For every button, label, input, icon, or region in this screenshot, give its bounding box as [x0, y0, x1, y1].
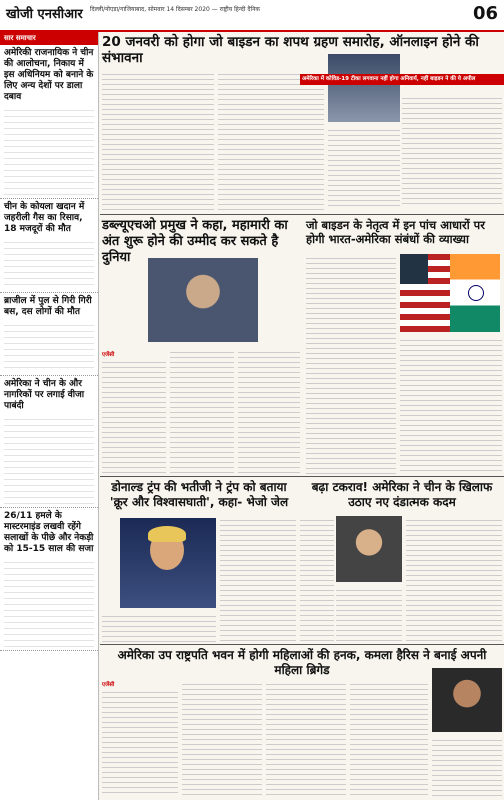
brief-title: अमेरिकी राजनायिक ने चीन की आलोचना, निकाय में इस अधिनियम को बनाने के लिए अन्य देशों पर डाला दबाव	[4, 48, 94, 102]
article-body	[432, 736, 502, 796]
us-india-flags-image	[400, 254, 500, 332]
article-body	[220, 516, 296, 642]
article-body	[350, 680, 428, 796]
headline-kamala-harris: अमेरिका उप राष्ट्रपति भवन में होगी महिलाओं की हनक, कमला हैरिस ने बनाई अपनी महिला ब्रिगेड	[117, 648, 487, 677]
article-body	[402, 94, 502, 208]
article-body	[266, 680, 346, 796]
who-chief-photo	[148, 258, 258, 342]
headline-trump-niece: डोनाल्ड ट्रंप की भतीजी ने ट्रंप को बताया 'क्रूर और विश्वासघाती', कहा- भेजो जेल	[109, 480, 289, 509]
article-body	[406, 516, 502, 642]
headline-biden-oath: 20 जनवरी को होगा जो बाइडन का शपथ ग्रहण समारोह, ऑनलाइन होने की संभावना	[102, 34, 479, 66]
brief-item	[0, 45, 98, 199]
byline: एजेंसी	[102, 682, 115, 688]
brief-item	[0, 508, 98, 651]
brief-title: ब्राजील में पुल से गिरी गिरी बस, दस लोगों की मौत	[4, 296, 92, 317]
brief-body	[4, 414, 94, 504]
article-body	[300, 516, 334, 642]
covid-vaccine-headline: अमेरिका में कोविड-19 टीका लगवाना नहीं होगा अनिवार्य, नहीं बाइडन ने की ये अपील	[300, 74, 504, 85]
byline: एजेंसी	[102, 352, 115, 358]
brief-body	[4, 557, 94, 647]
brief-title: अमेरिका ने चीन के और नागरिकों पर लगाई वीजा पाबंदी	[4, 379, 85, 411]
headline-who-chief: डब्ल्यूएचओ प्रमुख ने कहा, महामारी का अंत शुरू होने की उम्मीद कर सकते है दुनिया	[102, 218, 288, 265]
article-body	[102, 688, 178, 796]
article-body	[238, 348, 300, 474]
newspaper-title: खोजी एनसीआर	[6, 7, 83, 22]
brief-body	[4, 105, 94, 195]
divider	[100, 644, 504, 645]
trump-photo	[120, 518, 216, 608]
article-body	[102, 70, 214, 210]
article-body	[102, 358, 166, 474]
masthead	[0, 0, 504, 32]
kamala-harris-photo	[432, 668, 502, 732]
article-body	[328, 126, 400, 208]
china-official-photo	[336, 516, 402, 582]
article-body	[102, 612, 216, 642]
headline-us-china: बढ़ा टकराव! अमेरिका ने चीन के खिलाफ उठाए नए दंडात्मक कदम	[311, 480, 493, 509]
biden-photo	[328, 54, 400, 122]
brief-item	[0, 293, 98, 376]
page-number: 06	[472, 3, 498, 24]
article-body	[336, 586, 402, 642]
masthead-subtitle: दिल्ली/नोएडा/गाजियाबाद, सोमवार 14 दिसम्बर 2020 — राष्ट्रीय हिन्दी दैनिक	[90, 6, 261, 13]
brief-item	[0, 199, 98, 293]
article-body	[170, 348, 234, 474]
brief-body	[4, 320, 94, 372]
brief-item	[0, 376, 98, 508]
divider	[100, 476, 504, 477]
headline-india-us: जो बाइडन के नेतृत्व में इन पांच आधारों पर होगी भारत-अमेरिका संबंधों की व्याख्या	[306, 218, 485, 246]
brief-title: चीन के कोयला खदान में जहरीली गैस का रिसाव, 18 मजदूरों की मौत	[4, 202, 85, 234]
main-content	[100, 32, 504, 800]
article-body	[218, 70, 324, 210]
divider	[100, 214, 504, 215]
article-body	[400, 336, 502, 474]
article-body	[306, 254, 396, 474]
brief-body	[4, 237, 94, 289]
news-brief-sidebar	[0, 32, 99, 800]
sidebar-section-label: सार समाचार	[0, 32, 98, 45]
article-body	[182, 680, 262, 796]
brief-title: 26/11 हमले के मास्टरमाइंड लखवी रहेंगे सलाखों के पीछे और नेकड़ी को 15-15 साल की सजा	[4, 511, 94, 554]
